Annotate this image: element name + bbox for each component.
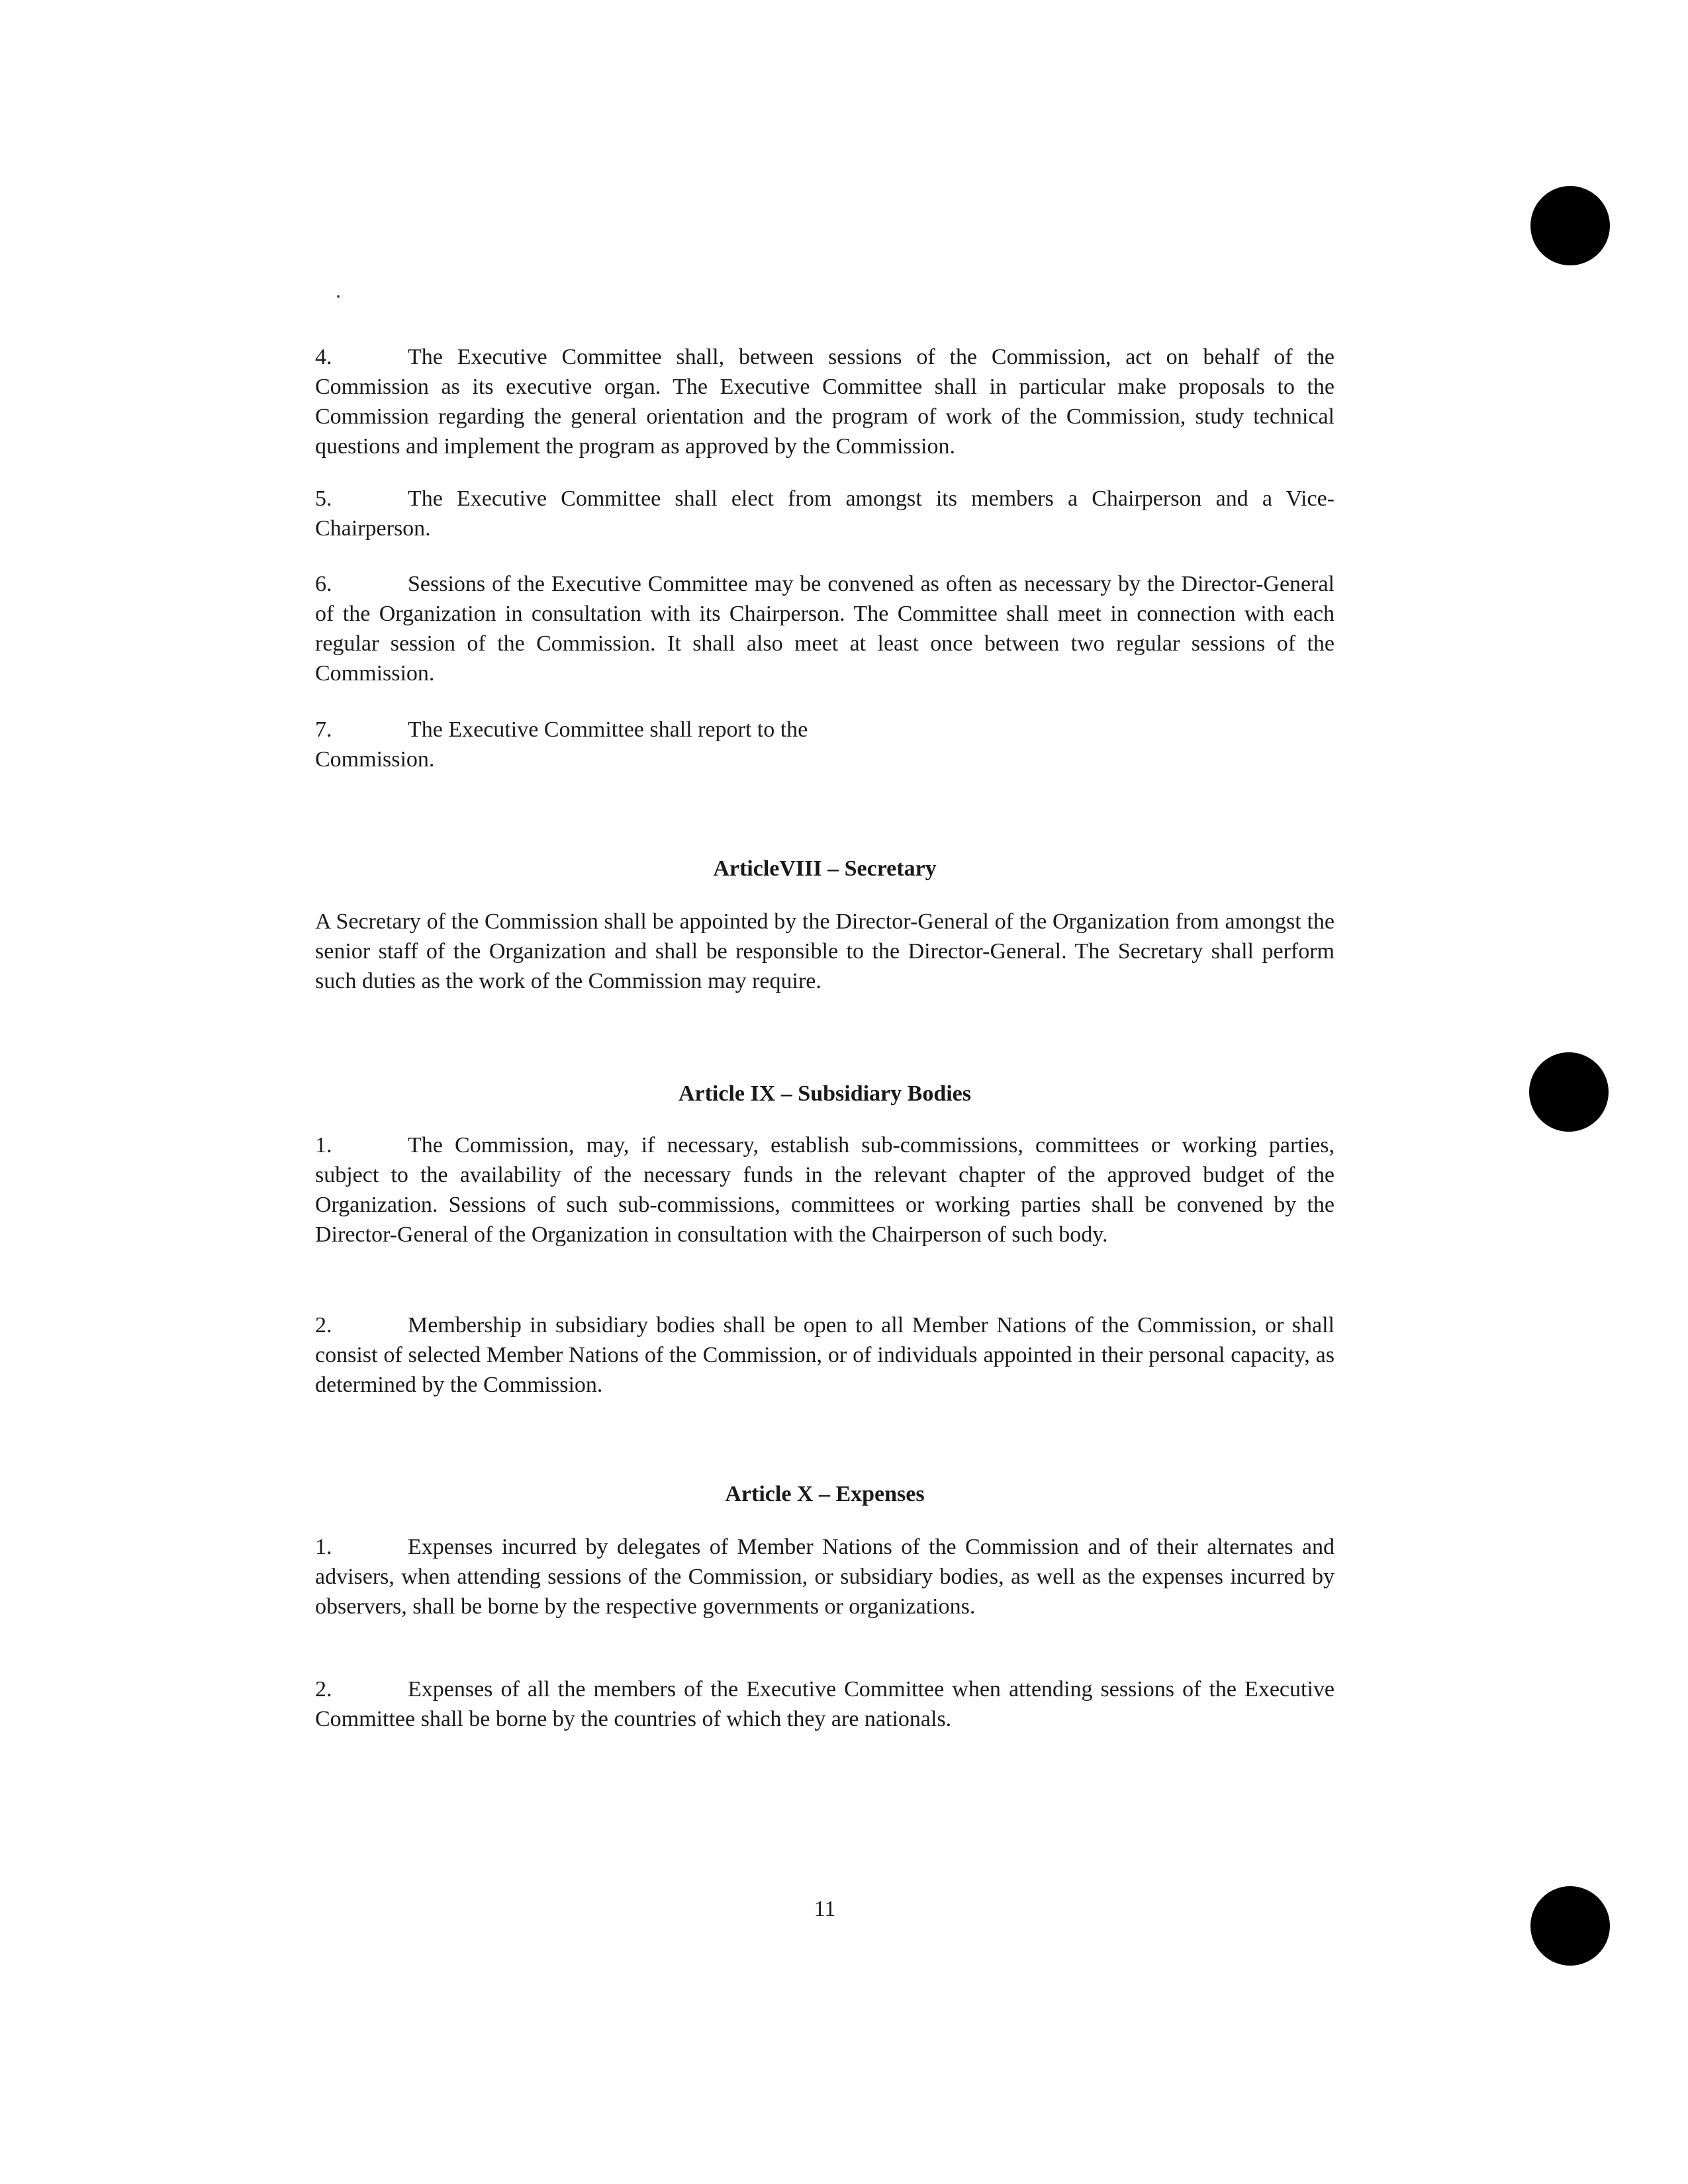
paragraph-text: Sessions of the Executive Committee may be convened as often as necessary by the Director-General of the Organization in consultation with its Chairperson. The Committee shall meet in connection with each regular session of the Commission. It shall also meet at least once between two regular sessions of the Commission. <box>315 572 1335 686</box>
article-ix-heading: Article IX – Subsidiary Bodies <box>678 1081 972 1106</box>
article-x-heading: Article X – Expenses <box>725 1482 925 1506</box>
scan-speck <box>337 295 340 298</box>
paragraph-5 <box>315 484 1335 543</box>
article-ix-paragraph-1 <box>315 1130 1335 1250</box>
paragraph-text: The Executive Committee shall report to the Commission. <box>315 717 808 772</box>
paragraph-number: 7. <box>315 717 332 742</box>
punch-hole-top <box>1530 186 1610 265</box>
paragraph-text: Expenses incurred by delegates of Member Nations of the Commission and of their alternates and advisers, when attending sessions of the Commission, or subsidiary bodies, as well as the expenses incurred by observers, shall be borne by the respective governments or organizations. <box>315 1535 1335 1619</box>
paragraph-number: 2. <box>315 1677 332 1702</box>
article-viii-heading: ArticleVIII – Secretary <box>713 856 937 881</box>
page-number: 11 <box>814 1897 836 1921</box>
paragraph-number: 6. <box>315 572 332 596</box>
article-ix-paragraph-2 <box>315 1310 1335 1400</box>
paragraph-number: 4. <box>315 345 332 369</box>
paragraph-number: 2. <box>315 1313 332 1338</box>
article-x-paragraph-1 <box>315 1532 1335 1621</box>
paragraph-text: The Commission, may, if necessary, establish sub-commissions, committees or working parties, subject to the availability of the necessary funds in the relevant chapter of the approved budget of the Organization. Sessions of such sub-commissions, committees or working parties shall be convened by the Director-General of the Organization in consultation with the Chairperson of such body. <box>315 1133 1335 1247</box>
punch-hole-middle <box>1529 1052 1609 1132</box>
article-viii-text: A Secretary of the Commission shall be appointed by the Director-General of the Organization from amongst the senior staff of the Organization and shall be responsible to the Director-General. The Secretary shall perform such duties as the work of the Commission may require. <box>315 909 1335 993</box>
paragraph-text: The Executive Committee shall, between sessions of the Commission, act on behalf of the Commission as its executive organ. The Executive Committee shall in particular make proposals to the Commission regarding the general orientation and the program of work of the Commission, study technical questions and implement the program as approved by the Commission. <box>315 345 1335 459</box>
paragraph-7 <box>315 715 884 774</box>
paragraph-number: 5. <box>315 486 332 511</box>
paragraph-text: The Executive Committee shall elect from amongst its members a Chairperson and a Vice-Chairperson. <box>315 486 1335 541</box>
paragraph-text: Expenses of all the members of the Executive Committee when attending sessions of the Executive Committee shall be borne by the countries of which they are nationals. <box>315 1677 1335 1731</box>
punch-hole-bottom <box>1530 1886 1610 1966</box>
paragraph-text: Membership in subsidiary bodies shall be open to all Member Nations of the Commission, or shall consist of selected Member Nations of the Commission, or of individuals appointed in their personal capacity, as determined by the Commission. <box>315 1313 1335 1397</box>
paragraph-number: 1. <box>315 1133 332 1158</box>
paragraph-4 <box>315 342 1335 461</box>
paragraph-6 <box>315 569 1335 688</box>
paragraph-number: 1. <box>315 1535 332 1559</box>
article-x-paragraph-2 <box>315 1674 1335 1734</box>
